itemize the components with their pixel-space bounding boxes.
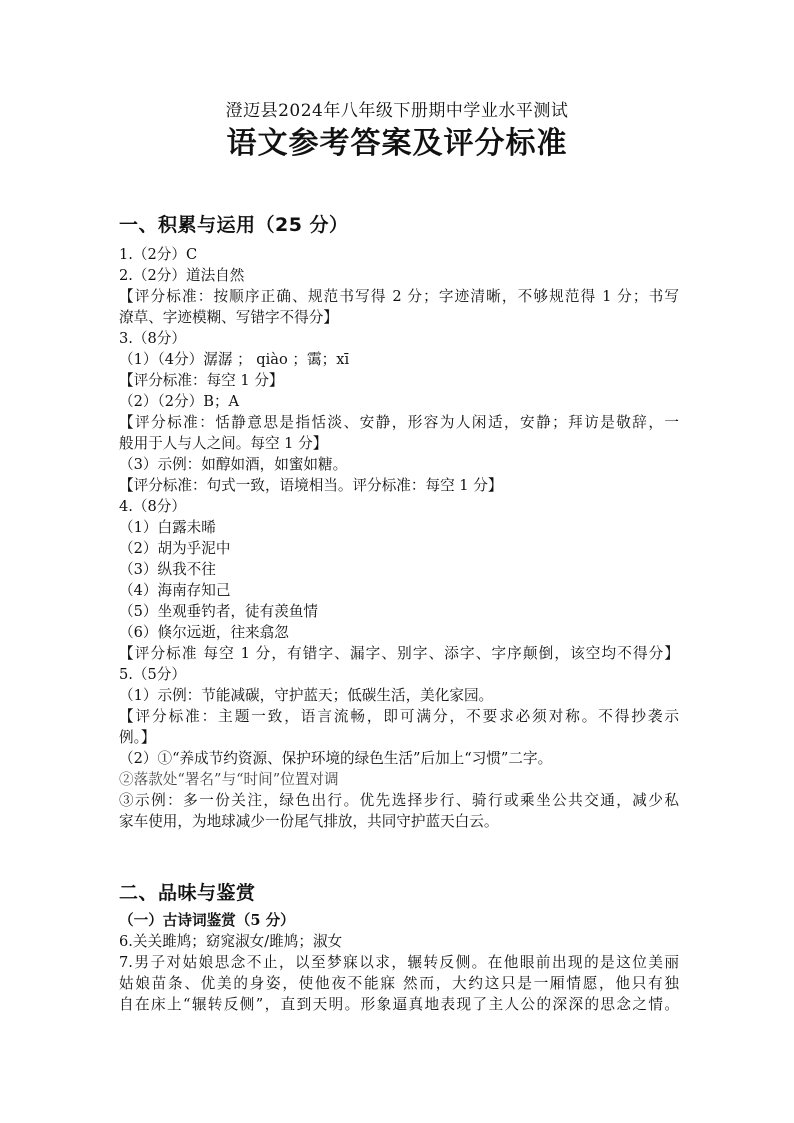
answer-line: （2）（2分）B；A — [119, 393, 240, 410]
answer-line: ③示例：多一份关注，绿色出行。优先选择步行、骑行或乘坐公共交通，减少私 — [119, 792, 679, 809]
answer-line: （6）倏尔远逝，往来翕忽 — [119, 624, 289, 641]
answer-line: （2）①“养成节约资源、保护环境的绿色生活”后加上“习惯”二字。 — [119, 750, 553, 767]
scoring-line: 【评分标准：句式一致，语境相当。评分标准：每空 1 分】 — [119, 477, 503, 494]
answer-line: （3）示例：如醇如酒，如蜜如糖。 — [119, 456, 348, 473]
answer-line: （1）示例：节能减碳，守护蓝天；低碳生活，美化家园。 — [119, 687, 494, 704]
answer-line: （4）海南存知己 — [119, 582, 231, 599]
answer-line: 3.（8分） — [119, 330, 186, 347]
answer-line: 4.（8分） — [119, 498, 186, 515]
answer-line: 6.关关雎鸠；窈窕淑女/雎鸠；淑女 — [119, 933, 343, 950]
scoring-line: 潦草、字迹模糊、写错字不得分】 — [119, 309, 338, 326]
answer-line: 2.（2分）道法自然 — [119, 267, 245, 284]
section-two-heading: 二、品味与鉴赏 — [119, 882, 256, 904]
answer-line: （1）（4分）潺潺 ； qiào ；霭；xī — [119, 351, 350, 368]
scoring-line: 【评分标准：主题一致，语言流畅，即可满分，不要求必须对称。不得抄袭示 — [119, 708, 679, 725]
scoring-line: 【评分标准：每空 1 分】 — [119, 372, 284, 389]
answer-line: 1.（2分）C — [119, 246, 198, 263]
scoring-line: 【评分标准 每空 1 分，有错字、漏字、别字、添字、字序颠倒，该空均不得分】 — [119, 645, 679, 662]
answer-line: 家车使用，为地球减少一份尾气排放，共同守护蓝天白云。 — [119, 813, 499, 830]
answer-line: （3）纵我不往 — [119, 561, 216, 578]
document-title: 语文参考答案及评分标准 — [226, 126, 568, 161]
subsection-heading: （一）古诗词鉴赏（5 分） — [119, 912, 295, 929]
answer-line: （1）白露未晞 — [119, 519, 216, 536]
scoring-line: 【评分标准：按顺序正确、规范书写得 2 分；字迹清晰，不够规范得 1 分；书写 — [119, 288, 679, 305]
answer-line: 姑娘苗条、优美的身姿，使他夜不能寐 然而，大约这只是一厢情愿，他只有独 — [119, 975, 679, 992]
answer-line: 自在床上“辗转反侧”，直到天明。形象逼真地表现了主人公的深深的思念之情。 — [119, 996, 679, 1013]
exam-subtitle: 澄迈县2024年八年级下册期中学业水平测试 — [225, 101, 569, 121]
answer-line: ②落款处“署名”与“时间”位置对调 — [119, 771, 339, 788]
answer-line: 5.（5分） — [119, 666, 186, 683]
scoring-line: 般用于人与人之间。每空 1 分】 — [119, 435, 328, 452]
section-one-heading: 一、积累与运用（25 分） — [119, 214, 349, 236]
scoring-line: 【评分标准：恬静意思是指恬淡、安静，形容为人闲适，安静；拜访是敬辞，一 — [119, 414, 679, 431]
answer-line: 7.男子对姑娘思念不止，以至梦寐以求，辗转反侧。在他眼前出现的是这位美丽 — [119, 954, 679, 971]
answer-line: （2）胡为乎泥中 — [119, 540, 231, 557]
answer-line: （5）坐观垂钓者，徒有羡鱼情 — [119, 603, 319, 620]
scoring-line: 例。】 — [119, 729, 156, 746]
